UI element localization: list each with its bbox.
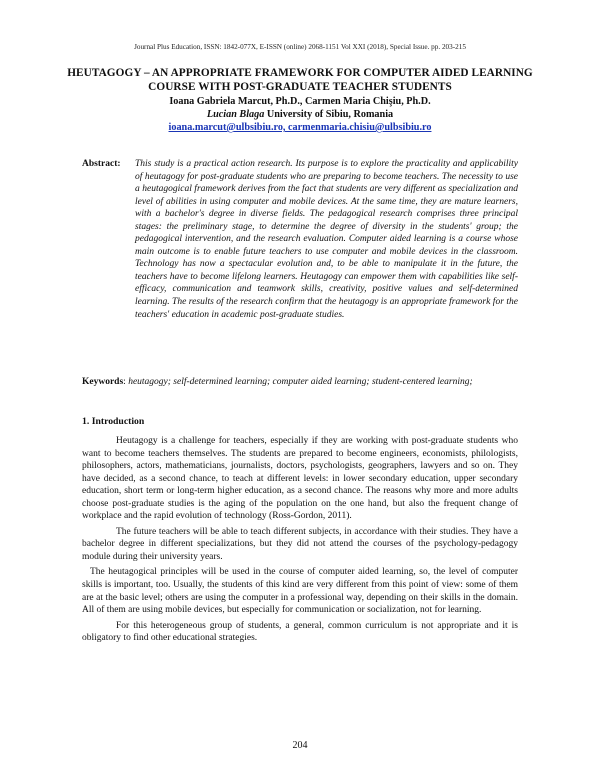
title-block: [60, 67, 540, 134]
article-title: HEUTAGOGY – AN APPROPRIATE FRAMEWORK FOR COMPUTER AIDED LEARNING COURSE WITH POST-GRADUATE TEACHER STUDENTS: [67, 67, 533, 93]
section-body: [82, 435, 518, 645]
page-number: 204: [292, 740, 308, 751]
paragraph: For this heterogeneous group of students, a general, common curriculum is not appropriate and it is obligatory to find other educational strategies.: [82, 620, 518, 644]
keywords: [82, 376, 518, 389]
journal-header: Journal Plus Education, ISSN: 1842-077X, E-ISSN (online) 2068-1151 Vol XXI (2018), Special Issue. pp. 203-215: [134, 43, 466, 51]
keywords-label: Keywords: [82, 377, 124, 387]
abstract-text: This study is a practical action research. Its purpose is to explore the practicality and applicability of heutagogy for post-graduate students who are preparing to become teachers. The necessity to use a heutagogical framework derives from the fact that students are very different as specialization and level of abilities in using computer and mobile devices. At the same time, they are mature learners, with a bachelor's degree in diverse fields. The pedagogical research comprises three principal stages: the preliminary stage, to determine the degree of diversity in the students' group; the pedagogical intervention, and the research evaluation. Computer aided learning is a course whose main outcome is to enable future teachers to use computer and mobile devices in the classroom. Technology has now a spectacular evolution and, to be able to manipulate it in the future, the teachers have to become lifelong learners. Heutagogy can empower them with capabilities like self-efficacy, communication and teamwork skills, creativity, positive values and self-determined learning. The results of the research confirm that the heutagogy is an appropriate framework for the teachers' education in academic post-graduate studies.: [135, 159, 518, 320]
keywords-separator: :: [123, 377, 129, 387]
section-heading: 1. Introduction: [82, 416, 145, 427]
paragraph: The heutagogical principles will be used in the course of computer aided learning, so, the level of computer skills is important, too. Usually, the students of this kind are very different from this point of view: some of them are at the basic level; others are using the computer in a professional way, depending on their skills in the domain. All of them are using mobile devices, but especially for communication or socialization, not for learning.: [82, 567, 518, 616]
abstract-label: Abstract:: [82, 159, 121, 169]
paragraph: The future teachers will be able to teach different subjects, in accordance with their studies. They have a bachelor degree in different specializations, but they did not attend the courses of the psychology-pedagogy module during their university years.: [82, 526, 518, 562]
affiliation-rest: University of Sibiu, Romania: [264, 109, 394, 120]
paragraph: Heutagogy is a challenge for teachers, especially if they are working with post-graduate students who want to become teachers themselves. The students are prepared to become engineers, economists, philologists, philosophers, actors, mathematicians, journalists, doctors, psychologists, geographers, lawyers and so on. They have decided, as a second chance, to teach at different levels: in lower secondary education, upper secondary education, short term or long-term higher education, as a second chance. The reasons why more and more adults choose post-graduate studies is the aging of the population on the one hand, but also the frequent change of workplace and the rapid evolution of technology (Ross-Gordon, 2011).: [82, 436, 518, 522]
article-authors: Ioana Gabriela Marcut, Ph.D., Carmen Maria Chişiu, Ph.D.: [169, 96, 431, 107]
article-affiliation: [60, 108, 540, 121]
keywords-text: heutagogy; self-determined learning; computer aided learning; student-centered learning;: [128, 377, 473, 387]
affiliation-italic: Lucian Blaga: [206, 109, 265, 120]
author-emails[interactable]: ioana.marcut@ulbsibiu.ro, carmenmaria.chisiu@ulbsibiu.ro: [168, 122, 432, 133]
abstract: [82, 158, 518, 321]
